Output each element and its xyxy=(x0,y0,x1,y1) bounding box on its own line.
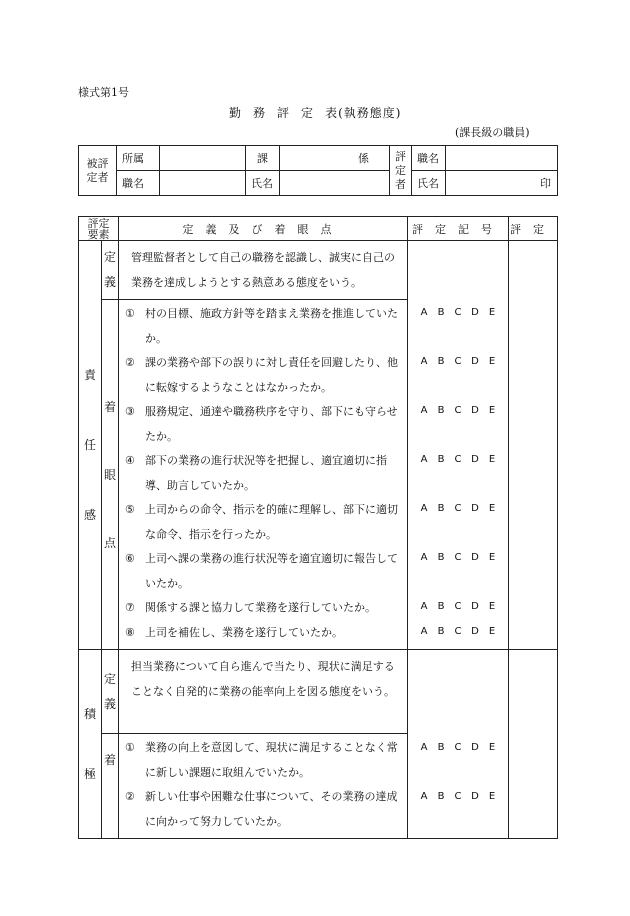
grade-option: A xyxy=(420,356,428,367)
element-name-char: 積 xyxy=(83,707,96,721)
evaluatee-label xyxy=(79,146,117,196)
grade-option-row[interactable] xyxy=(408,620,508,645)
focus-item: ⑤ 上司からの命令、指示を的確に理解し、部下に適切な命令、指示を行ったか。 xyxy=(125,503,398,541)
definition-label xyxy=(102,650,119,734)
focus-item: ① 村の目標、施政方針等を踏まえ業務を推進していたか。 xyxy=(125,307,398,345)
grade-option: A xyxy=(420,405,428,416)
focus-item: ④ 部下の業務の進行状況等を把握し、適宜適切に指導、助言していたか。 xyxy=(125,454,387,492)
focus-points-proactiveness xyxy=(119,734,408,839)
grade-option: B xyxy=(437,356,445,367)
grade-option: B xyxy=(437,601,445,612)
affiliation-field[interactable] xyxy=(160,146,246,171)
ka-label: 課 xyxy=(246,146,280,171)
grade-option: E xyxy=(488,601,496,612)
grade-spacer-line xyxy=(408,424,508,449)
evaluator-position-field[interactable] xyxy=(446,146,558,171)
element-name-char: 極 xyxy=(83,767,96,781)
element-name-char: 責 xyxy=(83,368,96,382)
element-name-char: 任 xyxy=(83,438,96,452)
title-paren: (執務態度) xyxy=(338,106,402,120)
grade-option: A xyxy=(420,454,428,465)
grade-option: A xyxy=(420,742,428,753)
evaluator-label xyxy=(390,146,412,196)
focus-item: ② 新しい仕事や困難な仕事について、その業務の達成に向かって努力していたか。 xyxy=(125,790,398,828)
seal-field[interactable] xyxy=(446,171,558,196)
title-char: 勤 xyxy=(229,106,254,120)
grade-option: E xyxy=(488,625,496,637)
definition-label-char: 義 xyxy=(103,275,116,289)
evaluator-label-char: 定 xyxy=(395,163,406,177)
grade-option: B xyxy=(437,307,445,318)
grade-option: A xyxy=(420,791,428,802)
grade-input-proactiveness[interactable] xyxy=(509,650,558,839)
grade-option: C xyxy=(454,742,462,753)
grade-option: D xyxy=(471,625,479,637)
grade-option: B xyxy=(437,791,445,802)
focus-points-responsibility xyxy=(119,300,408,650)
grade-option-row[interactable] xyxy=(408,595,508,620)
grade-option-row[interactable] xyxy=(408,399,508,424)
evaluation-table xyxy=(78,216,558,839)
grade-option: E xyxy=(488,405,496,416)
grade-input-responsibility[interactable] xyxy=(509,241,558,650)
grade-option: B xyxy=(437,503,445,514)
grade-spacer-line xyxy=(408,326,508,351)
grade-option-row[interactable] xyxy=(408,301,508,326)
grade-option-row[interactable] xyxy=(408,785,508,810)
grade-spacer-line xyxy=(408,473,508,498)
definition-text-responsibility: 管理監督者として自己の職務を認識し、誠実に自己の業務を達成しようとする熱意ある態度をいう。 xyxy=(119,241,408,300)
title-char: 定 xyxy=(301,106,326,120)
focus-item: ③ 服務規定、通達や職務秩序を守り、部下にも守らせたか。 xyxy=(125,405,398,443)
grade-option: C xyxy=(454,601,462,612)
grade-symbol-cell xyxy=(408,241,509,650)
grade-spacer-line xyxy=(408,761,508,786)
affiliation-label: 所属 xyxy=(117,146,160,171)
grade-option: C xyxy=(454,552,462,563)
focus-label xyxy=(102,300,119,650)
target-staff-note: (課長級の職員) xyxy=(455,126,530,139)
grade-option-row[interactable] xyxy=(408,350,508,375)
grade-symbol-cell xyxy=(408,650,509,839)
column-header-definition: 定義及び着眼点 xyxy=(119,217,408,241)
focus-label-char: 眼 xyxy=(103,467,116,482)
grade-option-row[interactable] xyxy=(408,448,508,473)
definition-label-char: 定 xyxy=(103,671,116,686)
grade-option: E xyxy=(488,742,496,753)
grade-option: A xyxy=(420,625,428,637)
grade-symbol-spacer xyxy=(408,241,508,299)
grade-option: E xyxy=(488,791,496,802)
grade-option: B xyxy=(437,405,445,416)
focus-item: ① 業務の向上を意図して、現状に満足することなく常に新しい課題に取組んでいたか。 xyxy=(125,741,398,779)
kakari-label: 係 xyxy=(280,146,390,171)
grade-spacer-line xyxy=(408,375,508,400)
focus-list xyxy=(125,734,401,838)
focus-label-char: 着 xyxy=(103,753,116,767)
grade-option: C xyxy=(454,356,462,367)
focus-label-char: 点 xyxy=(103,535,116,550)
grade-option: A xyxy=(420,307,428,318)
grade-option: D xyxy=(471,552,479,563)
focus-list xyxy=(125,300,401,649)
grade-spacer-line xyxy=(408,522,508,547)
title-char: 評 xyxy=(277,106,302,120)
grade-option: C xyxy=(454,307,462,318)
focus-item: ⑥ 上司へ課の業務の進行状況等を適宜適切に報告していたか。 xyxy=(125,552,398,590)
grade-symbol-spacer xyxy=(408,650,508,734)
form-number: 様式第1号 xyxy=(78,86,129,99)
position-label: 職名 xyxy=(117,171,160,196)
evaluator-name-label: 氏名 xyxy=(412,171,446,196)
grade-option: D xyxy=(471,601,479,612)
focus-label-char: 着 xyxy=(103,399,116,414)
column-header-element xyxy=(79,217,119,241)
element-name-char: 感 xyxy=(83,508,96,522)
seal-label: 印 xyxy=(540,177,551,190)
column-header-grade-symbol: 評定記号 xyxy=(408,217,509,241)
grade-option: D xyxy=(471,307,479,318)
element-name-responsibility xyxy=(79,241,102,650)
grade-symbol-list xyxy=(408,299,508,644)
grade-option: C xyxy=(454,454,462,465)
column-header-element-line: 要素 xyxy=(87,227,110,241)
grade-option-row[interactable] xyxy=(408,736,508,761)
evaluator-label-char: 評 xyxy=(395,149,406,163)
grade-option: C xyxy=(454,503,462,514)
name-label: 氏名 xyxy=(246,171,280,196)
definition-text-proactiveness: 担当業務について自ら進んで当たり、現状に満足することなく自発的に業務の能率向上を図る態度をいう。 xyxy=(119,650,408,734)
title-char: 表 xyxy=(325,106,339,120)
element-name-proactiveness xyxy=(79,650,102,839)
grade-option: E xyxy=(488,503,496,514)
grade-option: D xyxy=(471,503,479,514)
column-header-element-line: 評定 xyxy=(87,216,110,230)
title-char: 務 xyxy=(253,106,278,120)
grade-option: E xyxy=(488,307,496,318)
definition-label xyxy=(102,241,119,300)
grade-option: B xyxy=(437,552,445,563)
definition-label-char: 義 xyxy=(103,696,116,711)
grade-option: D xyxy=(471,791,479,802)
focus-label xyxy=(102,734,119,839)
grade-option: D xyxy=(471,405,479,416)
grade-option: B xyxy=(437,454,445,465)
grade-symbol-list xyxy=(408,734,508,810)
grade-option: C xyxy=(454,405,462,416)
evaluatee-label-line: 定者 xyxy=(86,170,109,184)
grade-option: E xyxy=(488,454,496,465)
evaluatee-label-line: 被評 xyxy=(86,156,109,170)
grade-option: C xyxy=(454,625,462,637)
grade-option: D xyxy=(471,454,479,465)
name-field[interactable] xyxy=(280,171,390,196)
grade-option: B xyxy=(437,625,445,637)
header-table xyxy=(78,145,558,196)
definition-label-char: 定 xyxy=(103,250,116,264)
grade-option: A xyxy=(420,503,428,514)
grade-spacer-line xyxy=(408,571,508,596)
grade-option: E xyxy=(488,356,496,367)
grade-option: B xyxy=(437,742,445,753)
focus-item: ② 課の業務や部下の誤りに対し責任を回避したり、他に転嫁するようなことはなかったか。 xyxy=(125,356,398,394)
column-header-grade: 評定 xyxy=(509,217,558,241)
focus-item: ⑧ 上司を補佐し、業務を遂行していたか。 xyxy=(125,625,343,639)
grade-option: D xyxy=(471,742,479,753)
grade-option-row[interactable] xyxy=(408,497,508,522)
evaluator-position-label: 職名 xyxy=(412,146,446,171)
grade-option: A xyxy=(420,552,428,563)
grade-option: E xyxy=(488,552,496,563)
grade-option: C xyxy=(454,791,462,802)
page-title xyxy=(229,104,401,121)
focus-item: ⑦ 関係する課と協力して業務を遂行していたか。 xyxy=(125,601,376,614)
grade-option-row[interactable] xyxy=(408,546,508,571)
position-field[interactable] xyxy=(160,171,246,196)
evaluator-label-char: 者 xyxy=(395,177,406,191)
grade-option: A xyxy=(420,601,428,612)
grade-option: D xyxy=(471,356,479,367)
